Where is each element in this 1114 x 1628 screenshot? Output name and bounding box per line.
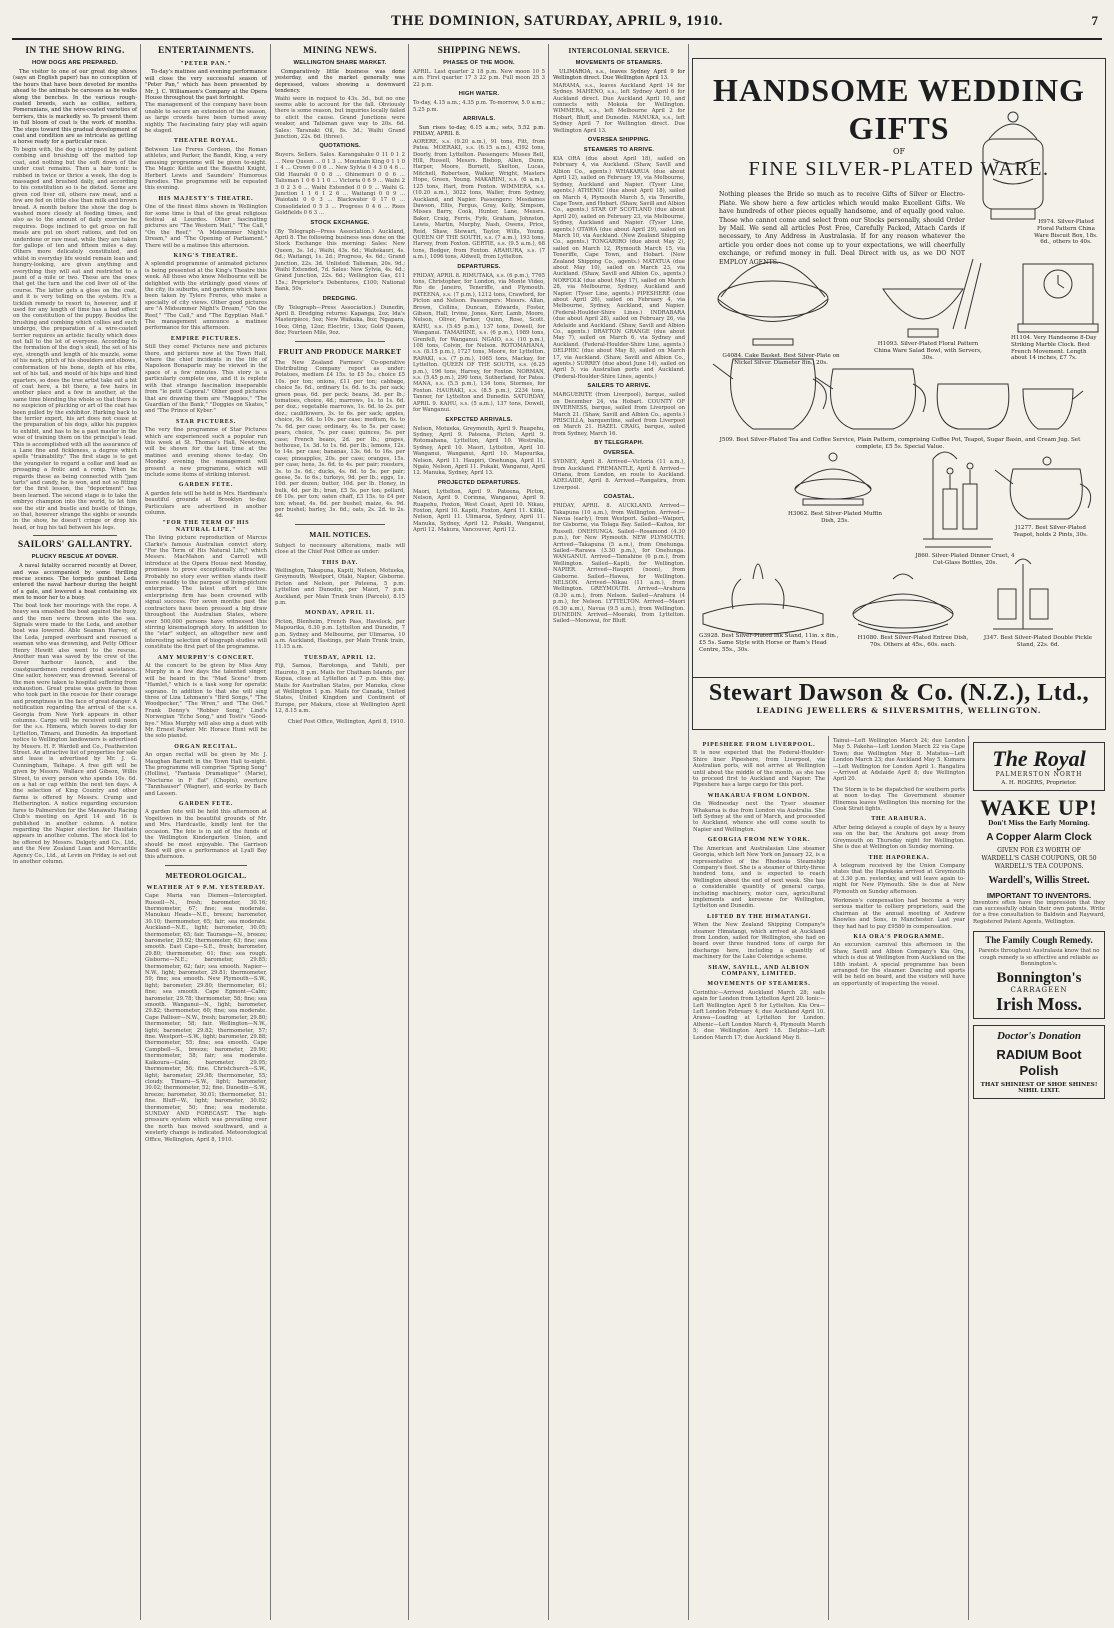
radium-polish-ad [973, 1025, 1105, 1099]
subhead: SHAW, SAVILL, AND ALBION COMPANY, LIMITED. [708, 964, 810, 977]
pickle-stand-icon [993, 559, 1053, 629]
article-text: (By Telegraph—Press Association.) Dunedin, April 8. Dredging returns: Kapanga, 2oz; Ida's Masterpiece, 5oz; New Waikaka, 8oz; Ngapara, 10oz; Olrig, 12oz; Electric, 13oz; Gold Queen, 8oz; Fourteen Mile, 9oz. [275, 304, 405, 337]
article-text: After being delayed a couple of days by a heavy sea on the bar, the Arahura got away from Greymouth on Thursday night for Wellington. She is due at Wellington on Sunday morning. [833, 824, 965, 851]
article-text: The boat took her moorings with the rope. A heavy sea smashed the boat against the buoy, and the men were thrown into the sea. Signals were made to the Leda, and another boat was lowered. Able Seaman Harvey, of the Leda, jumped overboard and rescued a seaman who was drowning, and Petty Officer Henry Hewitt also went to the rescue. Another man was saved by the crew of the Dover harbour launch, and the coastguardsmen rendered great assistance. One sailor, however, was drowned. Several of the men were taken to hospital suffering from exhaustion. Great praise was given to those who took part in the rescue for their courage and promptness in the face of great danger. A notification regarding the arrival of the s.s. Georgia from New York appears in other columns. Cargo will be received until noon for the s.s. Himera, which leaves to-day for Lyttelton, Timaru, and Dunedin. An important notice to Wellington landowners is advertised by Messrs. H. F. Wardell and Co., Featherston Street. An attractive list of properties for sale and lease is advertised by Mr. J. G. Cunningham, Taihape. A free gift will be given by Messrs. Wallace and Gibson, Willis Street, to every person who spends 10s. 6d. on a hat or cap within the next ten days. A fine selection of King Country and other farms is offered by Messrs. Crump and Hetherington. A notice regarding excursion fares to Palmerston for the Manawatu Racing Club's meeting on April 14 and 16 is published in another column. A notice regarding the Napier election for Haultain appears in another column. The stock list to be offered by Messrs. Dalgety and Co., Ltd., and the New Zealand Loan and Mercantile Agency Co., Ltd., at Levin on Friday, is set out in another column. [13, 602, 137, 865]
subhead: DEPARTURES. [457, 263, 501, 270]
doctor-donation: Doctor's Donation [996, 1029, 1082, 1042]
column-rule [408, 44, 409, 1620]
article-lead: ULIMAROA, s.s., leaves Sydney April 9 for Wellington direct. Due Wellington April 13. [553, 69, 685, 82]
subhead: STEAMERS TO ARRIVE. [583, 147, 655, 154]
firm-name: Stewart Dawson & Co. (N.Z.), Ltd., [708, 680, 1090, 706]
hotel-location: PALMERSTON NORTH [995, 771, 1083, 778]
section-heading: INTERCOLONIAL SERVICE. [568, 47, 670, 55]
article-text: To begin with, the dog is stripped by patient combing and brushing off the matted top coat, and nothing but the soft down of the under coat remains. Then a hair tonic is rubbed in twice or thrice a week, the dog is massaged and brushed daily, and according to his constitution so is he dieted. Some are given cod liver oil, others raw meat, and a few are fed on little else than milk and brown bread. A month before the show the dog is washed more closely at feeding times, and also as to the amount of daily exercise he requires. Dogs inclined to get gross on full meals are put on short rations, and fed on underdone or raw meat, while they are taken for gallops of ten and fifteen miles a day. Others more delicately constituted, and whilst in everyday life would remain lean and hungry-looking, are given anything and everything they will eat and restricted to a jaunt of a mile or two. These are the ones that get the turn and the cod liver oil of the course. The latter gets a gloss on the coat, and it is very telling on the system. It's a ticklish remedy to resort to, however, and if used for any length of time has a bad effect on the constitution of the puppy. Besides the brushing and combing which collies and such undergo, the preparation of a wire-coated terrier requires an artistic faculty which does not fall to the lot of everyone. According to the formation of the dog's skull, the set of his eye, strength and length of his muzzle, some of his neck, pitch of his shoulders and elbows, conformation of his bone, depth of his ribs, set of his tail, and mould of his hips and hind quarters, so does the true artist take out a bit of coat here, a bit there, a few hairs in another place and a few in another, at the same time blending the whole so that there is no suspicion of plucking or art of the coat has been pulled by the exhibitor. Harking back to the terrier expert, his art does not cease at the preparation of his dogs, alike his puppies to exhibit, and has to be a past master in the wise of training them on the principal's lead. This is accomplished with all the assurance of a Lane fine and fickleness, a degree which spells "trainability." The first stage is to get the youngster to regard a collar and lead as presaging a frolic and a romp. When he regards these as being connected with "jam tarts" and candy, he is won, and not so fitting for the first lesson, the "deportment" has been learned. The second stage is to take the embryo champion into the world, to let him see the stir and bustle and bustle of things, so that, however strange the sights or sounds in the show, he doesn't cringe or drop his head, or hug his tail between his legs. [13, 146, 137, 531]
moon-phases: APRIL. Last quarter 2 18 p.m. New moon 10 5 a.m. First quarter 17 3 22 p.m. Full moon 25 3 22 p.m. [413, 69, 545, 88]
article-text: The management of the company have been unable to secure an extension of the season, as large crowds have been turned away nightly. The fascinating fairy play will again be staged. [145, 102, 267, 135]
article-lead: The visitor to one of our great dog shows (says an English paper) has no conception of the hours that have been devoted for months ahead to the animals he caresses as he walks along the benches. In the various rough-coated breeds, such as collies, setters, Pomeranians, and the wire-coated varieties of terriers, this is markedly so. To present them in full bloom of coat is the work of months. The steps toward this gradual development of coat and condition are as intricate as getting a horse ready for a particular race. [13, 69, 137, 146]
column-shipping [410, 44, 548, 1620]
subhead: GARDEN FETE. [178, 801, 234, 808]
coupon-offer: GIVEN FOR £3 WORTH OF WARDELL'S CASH COUPONS, OR 50 WARDELL'S TEA COUPONS. [981, 847, 1097, 871]
subhead: GEORGIA FROM NEW YORK. [707, 837, 811, 844]
sailers-list: MARGUERITE (from Liverpool), barque, sailed on December 24, via Hobart. COUNTY OF INVERNESS, barque, sailed from Liverpool on March 21. (Shaw, Savill and Albion Co., agents.) PRISCILLA, barquentine, sailed from Liverpool on March 21. HAZEL CRAIG, barque, sailed from Sydney, March 16. [553, 392, 685, 437]
article-text: MARAMA, s.s., leaves Auckland April 14 for Sydney. MAHENO, s.s., left Sydney April 6 for Auckland direct. Due Auckland April 10, and connects with Mokoia for Wellington. WIMMERA, s.s., left Melbourne April 2 for Hobart, Bluff, and Dunedin. MANUKA, s.s., left Sydney April 7 for Wellington direct. Due Wellington April 13. [553, 82, 685, 134]
subhead: KIA ORA'S PROGRAMME. [853, 933, 945, 940]
article-text: One of the finest films shown in Wellington for some time is that of the great religious festival at Lourdes. Other fascinating pictures are "The Western Mail," "The Call," "On the Reef," "A Midsummer Night's Dream," and "The Opening of Parliament." There will be a matinee this afternoon. [145, 204, 267, 249]
subhead: DREDGING. [322, 295, 358, 302]
departures-list: FRIDAY, APRIL 8. RIMUTAKA, s.s. (6 p.m.), 7765 tons, Christopher, for London, via Monte Video, Rio de Janeiro, Teneriffe, and Plymouth. PATEENA, s.s. (7 p.m.), 1212 tons, Crawford, for Picton and Nelson. Passengers: Messrs. Allan, Brown, Collins, Duncan, Edwards, Foster, Gibson, Hall, Irvine, Jones, Kerr, Lamb, Moore, Nelson, Oliver, Parker, Quinn, Rose, Scott. KAHU, s.s. (5.45 p.m.), 137 tons, Dowell, for Wanganui. TAMAHINE, s.s. (6 p.m.), 1989 tons, Grenfell, for Wanganui. NGAIO, s.s. (10 p.m.), 108 tons, Colvin, for Nelson. ROTOMAHANA, s.s. (8.15 p.m.), 1727 tons, Moore, for Lyttelton. RAPAKI, s.s. (7 p.m.), 1065 tons, Mackay, for Lyttelton. QUEEN OF THE SOUTH, s.s. (6.25 p.m.), 196 tons, Harvey, for Foxton. NORMAN, s.s. (5.45 p.m.), 290 tons, Sutherland, for Patea. MANA, s.s. (5.5 p.m.), 134 tons, Stormes, for Foxton. HAURAKI, s.s. (8.5 p.m.), 2234 tons, Tanner, for Lyttelton and Dunedin. SATURDAY, APRIL 9. KAHU, s.s. (5 a.m.), 137 tons, Dowell, for Wanganui. [413, 272, 545, 414]
subhead: BY TELEGRAPH. [594, 440, 644, 447]
ad-intro: Nothing pleases the Bride so much as to receive Gifts of Silver or Electro-Plate. We show here a few articles which would make Excellent Gifts. We have hundreds of other pieces equally handsome, and of equally good value. Those who cannot come and select from our Stocks personally, should Order by Mail. We send all articles Post Free, Carefully Packed, Attach Cards if necessary, to Any Address in Australasia. If for any reason whatever the article you order does not come up to your expectations, we will cheerfully exchange, or refund money in full. Deal Direct with us, as we DO NOT EMPLOY AGENTS. [719, 191, 965, 266]
expected-arrivals: Nelson, Motueka, Greymouth, April 9. Ruapehu, Sydney, April 9. Pateena, Picton, April 9. Rotomahana, Lyttelton, April 10. Westralia, Sydney, April 10. Maori, Lyttelton, April 10. Wanganui, Wanganui, April 10. Mapourika, Nelson, April 11. Haupiri, Onehunga, April 11. Ngaio, Nelson, April 11. Pukaki, Wanganui, April 12. Manuka, Sydney, April 13. [413, 425, 545, 477]
subhead: THE ARAHURA. [871, 816, 927, 823]
column-rule [688, 44, 689, 1620]
newspaper-title: THE DOMINION, SATURDAY, APRIL 9, 1910. [391, 13, 723, 29]
wedding-gifts-advertisement [692, 58, 1106, 730]
subhead: TUESDAY, APRIL 12. [304, 654, 376, 661]
article-text: The Storm is to be dispatched for southern ports at noon to-day. The Government steamer Hinemoa leaves Wellington this morning for the Cook Strait lights. [833, 786, 965, 813]
teapot-icon [995, 457, 1091, 519]
ad-item-caption: J347. Best Silver-Plated Double Pickle Stand, 22s. 6d. [983, 635, 1093, 648]
inventors-ad [973, 893, 1105, 925]
cake-basket-caption: G4084. Cake Basket. Best Silver-Plate on Nickel Silver. Diameter 8in., 20s. [722, 353, 840, 366]
silverware-illustrations [693, 59, 1106, 679]
subhead: STOCK EXCHANGE. [310, 219, 370, 226]
article-text: Waihi were in request to 43s. 3d., but no one seems able to account for the fall. Obviously there is some reason, but inquiries locally failed to elicit the cause. Grand Junctions were weaker, and Talisman gave way to 20s. 6d. Sales: Taranaki Oil, 8s. 3d.; Waihi Grand Junction, 22s. 6d. (three). [275, 95, 405, 141]
article-subheading: PLUCKY RESCUE AT DOVER. [31, 554, 119, 561]
subhead: AMY MURPHY'S CONCERT. [157, 654, 255, 661]
ad-item-caption: H1104. Very Handsome 8-Day Striking Marble Clock. Best French Movement. Length about 14 inches, £7 7s. [1011, 335, 1097, 362]
divider [295, 341, 385, 342]
article-text: A garden fete will be held this afternoon at Vogeltown in the beautiful grounds of Mr. and Mrs. Hardcastle, kindly lent for the occasion. The fete is in aid of the funds of the Wellington Kindergarten Union, and should be most enjoyable. The Garrison Band will give a performance at Lyall Bay this afternoon. [145, 809, 267, 861]
marble-clock-icon [1018, 264, 1098, 332]
ad-item-caption: J1277. Best Silver-Plated Teapot, holds 2 Pints, 30s. [1013, 525, 1088, 538]
article-lead: Sun rises to-day, 6.15 a.m.; sets, 5.52 p.m. FRIDAY, APRIL 8. [413, 125, 545, 138]
subhead: THIS DAY. [321, 559, 359, 566]
subhead: GARDEN FETE. [178, 482, 234, 489]
subhead: THE HAPOREKA. [868, 854, 930, 861]
wardell-address: Wardell's, Willis Street. [988, 875, 1090, 887]
ad-item-caption: H3062. Best Silver-Plated Muffin Dish, 25s. [788, 511, 882, 524]
section-heading: MINING NEWS. [303, 46, 377, 56]
column-rule [548, 44, 549, 1620]
article-text: At the concert to be given by Miss Amy Murphy in a few days the talented singer, will be heard in the "Mad Scene" from "Hamlet," which is a task song for operatic soprano. In addition to that she will sing three of Liza Lehmann's "Bird Songs," "The Woodpecker," "The Wren," and "The Owl." Frank Denny's "Robber Song," Lind's Norwegian "Echo Song," and Tosti's "Good-bye." Miss Murphy will also sing a duet with Mr. Ernest Parker. Mr. Horace Hunt will be the solo pianist. [145, 662, 267, 740]
ad-item-caption: H1080. Best Silver-Plated Entree Dish, 70s. Others at 45s., 60s. each. [857, 635, 969, 648]
subhead: KING'S THEATRE. [173, 252, 239, 259]
column-show-ring [10, 44, 140, 1620]
salad-bowl-icon [883, 259, 981, 337]
subhead: SAILERS TO ARRIVE. [587, 383, 651, 390]
biscuit-box-icon [983, 112, 1043, 219]
bonnington-ad [973, 931, 1105, 1019]
article-lead: To-day's matinee and evening performance will close the very successful season of "Peter Pan," which has been presented by Mr. J. C. Williamson's Company at the Opera House throughout the past fortnight. [145, 69, 267, 102]
column-intercolonial [550, 44, 688, 1620]
telegraph-list: SYDNEY, April 8. Arrived—Victoria (11 a.m.), from Auckland. FREMANTLE, April 8. Arrived—Oriana, from London, en route to Auckland. ADELAIDE, April 8. Arrived—Rangatira, from Liverpool. [553, 459, 685, 491]
arrivals-list: AORERE, s.s. (9.20 a.m.), 91 tons, Fitt, from Patea. MOERAKI, s.s. (6.15 a.m.), 4392 tons, Doorly, from Lyttelton. Passengers: Misses Bell, Hill, Russell, Messrs. Bishop, Allen, Dunn, Harper, Moore, Burnett, Skelton, Lucas, Mitchell, Robertson, Walker, Wright, Masters Hope, Green, Young. MAKARINI, s.s. (6 a.m.), 125 tons, Hart, from Foxton. WIMMERA, s.s. (10.20 a.m.), 3022 tons, Waller, from Sydney, Auckland, and Napier. Passengers: Mesdames Dawson, Ellis, Fergus, Gray, Kelly, Simpson, Misses Barry, Cook, Hunter, Lane, Messrs. Baker, Craig, Ferris, Fyfe, Graham, Johnston, Lewis, Martin, Murphy, Nash, Owens, Price, Reid, Shaw, Stewart, Taylor, Wills, Young. QUEEN OF THE SOUTH, s.s. (7 a.m.), 193 tons, Harvey, from Foxton. GERTIE, s.s. (9.5 a.m.), 68 tons, Bodger, from Foxton. ARAHURA, s.s. (7 a.m.), 1096 tons, Aldwell, from Lyttelton. [413, 138, 545, 261]
column-lower-ads [970, 738, 1108, 1620]
section-heading: METEOROLOGICAL. [165, 870, 247, 880]
article-text: An organ recital will be given by Mr. J. Maughan Barnett in the Town Hall to-night. The programme will comprise "Spring Song" (Hollins), "Fantasia Dramatique" (Marie), "Nocturne in F flat" (Chopin), overture "Tannhauser" (Wagner), and works by Bach and Lassen. [145, 752, 267, 797]
page-number: 7 [1091, 13, 1098, 28]
subhead: OVERSEA. [603, 450, 635, 457]
steamers-list: KIA ORA (due about April 18), sailed on February 4, via Auckland. (Shaw, Savill and Albion Co., agents.) WHAKARUA (due about April 12), sailed on February 19, via Melbourne, Sydney, Auckland and Napier. (Tyser Line, agents.) ATHENIC (due about April 18), sailed on March 4, Plymouth March 5, via Teneriffe, Cape Town, and Hobart. (Shaw, Savill and Albion Co., agents.) STAR OF SCOTLAND (due about April 20), sailed on February 23, via Melbourne, Sydney, Auckland and Napier. (Tyser Line, agents.) OTAWA (due about April 29), sailed on March 10, via Auckland. (New Zealand Shipping Co., agents.) TONGARIRO (due about May 2), sailed on March 12, Plymouth March 15, via Teneriffe, Cape Town, and Hobart. (New Zealand Shipping Co., agents.) MATATUA (due about May 10), sailed on March 23, via Auckland. (Shaw, Savill and Albion Co., agents.) NORFOLK (due about May 17), sailed on March 28, via Melbourne, Sydney, Auckland and Napier. (Tyser Line, agents.) PIPESHERE (due about April 26), sailed on February 4, via Melbourne, Sydney, Auckland, and Napier. (Federal-Houlder-Shire Lines.) INDRABARA (due about April 28), sailed on February 26, via Adelaide and Auckland. (Shaw, Savill and Albion Co., agents.) DRAYTON GRANGE (due about May 7), sailed on March 6, via Sydney and Auckland. (Federal-Houlder-Shire Line, agents.) DELPHIC (due about May 8), sailed on March 17, via Auckland. (Shaw, Savill and Albion Co., agents.) SURREY (due about June 14), sailed on April 5, via Australian ports and Auckland. (Federal-Houlder-Shire Lines, agents.) [553, 156, 686, 380]
subhead: MOVEMENTS OF STEAMERS. [575, 60, 663, 66]
article-text: Between Les Freres Cordeon, the Roman athletes, and Parker, the Bandit, King, a very amusing programme will be given to-night. The Magic Kettle and the Boastful Knight, Herbert Lewis and Saunders' Humorous Parodies. The programme will be repeated this evening. [145, 146, 267, 192]
column-rule [140, 44, 141, 1620]
section-heading: FRUIT AND PRODUCE MARKET [278, 346, 402, 356]
weather-reports: Cape Maria van Diemen—Intercepted. Russell—N., fresh; barometer, 30.16; thermometer, 67; fine; sea moderate. Manukau Heads—N.E., breeze; barometer, 30.10; thermometer, 65; fair; sea moderate. Auckland—N.E., light; barometer, 30.05; thermometer, 65; fair. Tauranga—N., breeze; barometer, 29.92; thermometer, 63; fine; sea smooth. East Cape—S.E., fresh; barometer, 29.80; thermometer, 61; fine; sea rough. Gisborne—N.E.; barometer, 29.85; thermometer, 62; fair; sea smooth. Napier—N.W., light; barometer, 29.81; thermometer, 59; fine; sea smooth. New Plymouth—S.W., light; barometer, 29.80; thermometer, 61; fine; sea smooth. Cape Egmont—Calm; barometer, 29.78; thermometer, 58; fine; sea smooth. Wanganui—N., light; barometer, 29.82; thermometer, 60; fine; sea moderate. Cape Palliser—N.W., fresh; barometer, 29.80; thermometer, 58; fair. Wellington—N.W., light; barometer, 29.82; thermometer, 57; fine. Westport—S.W., light; barometer, 29.88; thermometer, 55; fine; sea smooth. Cape Campbell—S., breeze; barometer, 29.90; thermometer, 58; fair; sea moderate. Kaikoura—Calm; barometer, 29.95; thermometer, 56; fine. Christchurch—S.W., light; barometer, 29.98; thermometer, 55; cloudy. Timaru—S.W., light; barometer, 30.02; thermometer, 52; fine. Dunedin—S.W., breeze; barometer, 30.01; thermometer, 51; fine. Bluff—W., light; barometer, 30.02; thermometer, 50; fine; sea moderate. SUNDAY AND FORECAST. The high-pressure system which was prevailing over the north has moved southward, and a westerly change is indicated. Meteorological Office, Wellington, April 8, 1910. [145, 893, 267, 1143]
ad-of: OF [892, 147, 906, 156]
masthead [12, 13, 1102, 40]
subhead: WHAKARUA FROM LONDON. [707, 792, 811, 799]
subhead: HIGH WATER. [458, 91, 500, 98]
article-text: Subject to necessary alterations, mails will close at the Chief Post Office as under: [275, 542, 405, 556]
column-rule [270, 44, 271, 1620]
subhead: HIS MAJESTY'S THEATRE. [158, 195, 254, 202]
subhead: QUOTATIONS. [319, 143, 361, 150]
subhead: "FOR THE TERM OF HIS NATURAL LIFE." [162, 520, 250, 533]
article-text: Wellington, Takapuna, Kapiti, Nelson, Motueka, Greymouth, Westport, Otaki, Napier, Gisborne. Picton and Nelson, per Pateena, 5 p.m. Lyttelton and Dunedin, per Maori, 7 p.m. Auckland, per Main Trunk train (Parcels), 8.15 p.m. [275, 568, 405, 607]
article-text: The living picture reproduction of Marcus Clarke's famous Australian convict story, "For the Term of His Natural Life," which Messrs. MacMahon and Carroll will introduce at the Opera House next Monday, promises to prove exceptionally attractive. Probably no story ever written stands itself more readily to the purpose of living-picture enterprise. The latest effort of this enterprising firm has been crowned with signal success. For seven months past the contractors have been pressed a big draw throughout the Australian States, where over 500,000 persons have witnessed this stirring kinematograph story. In addition to the "star" subject, an altogether new and interesting selection of biograph studies will constitute the first part of the programme. [145, 535, 267, 651]
subhead: PROJECTED DEPARTURES. [437, 479, 521, 486]
wake-up-sub: Don't Miss the Early Morning. [988, 819, 1090, 827]
coastal-list: FRIDAY, APRIL 8. AUCKLAND. Arrived—Takapuna (10 a.m.), from Wellington. Arrived—Navua (early), from Westport. Sailed—Waipori, for Gisborne, via Tolaga Bay. Sailed—Kaitoa, for Russell. ONEHUNGA. Sailed—Rosamond (4.30 p.m.), for New Plymouth. NEW PLYMOUTH. Arrived—Takapuna (5 a.m.), from Onehunga. Sailed—Rarawa (3.30 p.m.), for Onehunga. WANGANUI. Arrived—Tamahine (6 p.m.), from Wellington. Sailed—Kapiti, for Wellington. NAPIER. Arrived—Haupiri (noon), from Gisborne. Sailed—Hawea, for Wellington. NELSON. Arrived—Nikau (11 a.m.), from Wellington. GREYMOUTH. Arrived—Arahura (8.30 a.m.), from Nelson. Sailed—Arahura (4 p.m.), for Nelson. LYTTELTON. Arrived—Maori (6.30 a.m.), Navua (9.5 a.m.), from Wellington. DUNEDIN. Arrived—Moeraki, from Lyttelton. Sailed—Monowai, for Bluff. [553, 503, 685, 625]
article-text: (By Telegraph—Press Association.) Auckland, April 8. The following business was done on the Stock Exchange this morning: Sales: New Queen, 3s. 1d.; Waihi, 43s. 6d.; Waitekauri, 4s. 6d.; Waitangi, 1s. 2d.; Progress, 4s. 6d.; Grand Junction, 22s. 3d. Unlisted: Talisman, 20s. 9d.; Waihi Extended, 7d. Sales: New Sylvia, 4s. 4d.; Grand Junction, 22s. 6d.; Wellington Gas, £11 15s.; Proprietor's Debentures, £100; National Bank, 50s. [275, 228, 405, 293]
irish-moss-label: Irish Moss. [995, 993, 1082, 1014]
wardell-ad [973, 795, 1105, 887]
subhead: COASTAL. [603, 494, 635, 501]
hotel-proprietor: A. H. ROGERS, Proprietor. [1001, 780, 1077, 787]
article-text: Tainui—Left Wellington March 24; due London May 5. Pakeha—Left London March 22 via Cape Town; due Wellington May 8. Matatua—Left London March 23; due Auckland May 5. Kumara—Left Wellington for London April 1. Rangatira—Arrived at Adelaide April 8; due Wellington April 20. [833, 738, 965, 783]
article-text: It is now expected that the Federal-Houlder-Shire liner Pipeshere, from Liverpool, via Australian ports, will not arrive at Wellington until about the middle of the month, as she has to proceed first to Auckland and Napier. The Pipeshere has a large cargo for this port. [693, 750, 825, 789]
subhead: MOVEMENTS OF STEAMERS. [707, 981, 811, 988]
ad-headline: HANDSOME WEDDING GIFTS [713, 72, 1085, 146]
inventors-text: Inventors often have the impression that they can successfully obtain their own patents. Write for a free consultation to Baldwin and Rayward, Registered Patent Agents, Wellington. [973, 899, 1105, 925]
radium-motto: NIHIL LIXIT. [1018, 1088, 1060, 1095]
subhead: PIPESHERE FROM LIVERPOOL. [702, 742, 816, 748]
cough-heading: The Family Cough Remedy. [985, 935, 1093, 946]
article-lead: Comparatively little business was done yesterday, and the market generally was depressed, values showing a downward tendency. [275, 69, 405, 95]
muffin-dish-icon [795, 453, 871, 505]
subhead: MONDAY, APRIL 11. [305, 610, 375, 617]
subhead: STAR PICTURES. [175, 418, 237, 425]
ad-item-caption [721, 353, 841, 367]
tea-service-icon [713, 359, 1083, 429]
article-text: On Wednesday next the Tyser steamer Whakarua is due from London via Australia. She left Sydney at the end of March, and proceeded to Auckland, whence she will come south to Napier and Wellington. [693, 801, 825, 833]
ad-item-caption: H974. Silver-Plated Floral Pattern China Ware Biscuit Box, 18s. 6d., others to 40s. [1034, 219, 1098, 246]
cake-basket-icon [718, 262, 828, 345]
radium-tagline: THAT SHINIEST OF SHOE SHINES! [980, 1081, 1098, 1088]
divider [165, 865, 247, 866]
subhead: WELLINGTON SHARE MARKET. [293, 60, 387, 66]
subhead: ORGAN RECITAL. [174, 743, 238, 750]
article-heading: SAILORS' GALLANTRY. [17, 540, 133, 551]
article-text: An excursion carnival this afternoon in the Shaw, Savill and Albion Company's Kia Ora, which is due at Wellington from Auckland on the 18th instant. A special programme has been arranged for the steamer. Dancing and sports will be held on board, and the visitors will have an opportunity of inspecting the vessel. [833, 942, 965, 987]
article-text: A garden fete will be held in Mrs. Hardman's beautiful grounds at Brooklyn to-day. Particulars are advertised in another column. [145, 490, 267, 516]
article-text: When the New Zealand Shipping Company's steamer Himatangi, which arrived at Auckland from London, sailed for Wellington, she had on board over three hundred tons of cargo for discharge here, including a quantity of machinery for the Lake Coleridge scheme. [693, 922, 825, 961]
subhead: "PETER PAN." [180, 61, 232, 67]
divider [295, 524, 385, 525]
article-lead: A naval fatality occurred recently at Dover, and was accompanied by some thrilling rescue scenes. The torpedo gunboat Leda entered the naval harbour during the height of a gale, and lowered a boat containing six men to moor her to a buoy. [13, 563, 137, 602]
column-entertainments [142, 44, 270, 1620]
radium-name: RADIUM Boot Polish [996, 1046, 1082, 1078]
article-text: Picton, Blenheim, French Pass, Havelock, per Mapourika, 6.30 p.m. Lyttelton and Dunedin, 7 p.m. Sydney and Melbourne, per Ulimaroa, 10 a.m. Auckland, Hastings, per Main Trunk train, 11.15 a.m. [275, 618, 405, 651]
wake-up-headline: WAKE UP! [980, 794, 1098, 820]
subhead: EXPECTED ARRIVALS. [445, 416, 513, 423]
section-heading: SHIPPING NEWS. [437, 46, 521, 56]
bonnington-name: Bonnington's [996, 970, 1082, 987]
subhead: THEATRE ROYAL. [173, 138, 239, 145]
article-text: The New Zealand Farmers' Co-operative Distributing Company report as under: Potatoes, medium £4 15s. to £5 5s.; choice £5 10s. per ton; onions, £11 per ton; cabbage, choice 5s. 6d., ordinary 1s. 6d. to 3s. per sack; green peas, 6d. per peck; beans, 3d. per lb.; tomatoes, choice, 4d.; marrows, 1s. to 1s. 6d. per doz.; vegetable marrows, 1s. 6d. to 2s. per doz.; cauliflowers, 3s. to 6s. per sack; apples, choice, 9s. 6d. to 10s. per case; medium, 6s. to 7s. 6d. per case; ordinary, 4s. to 5s. per case; pears, choice, 7s. per case; quinces, 5s. per case; French beans, 2d. per lb.; grapes, hothouse, 1s. 3d. to 1s. 6d. per lb.; lemons, 12s. to 14s. per case; bananas, 13s. 6d. to 16s. per case; pineapples, 20s. per case; oranges, 15s. per case; hens, 3s. 6d. to 4s. per pair; roosters, 3s. to 3s. 6d.; ducks, 4s. 6d. to 5s. per pair; geese, 5s. to 6s.; turkeys, 9d. per lb.; eggs, 1s. 10d. per dozen; butter, 10d. per lb. Honey, in bulk, 4d. per lb.; bran, £5 5s. per ton; pollard, £6 10s. per ton; oaten chaff, £3 15s. to £4 per ton; wheat, 4s. 6d. per bushel; maize, 4s. 9d. per bushel; barley, 3s. 6d.; oats, 2s. 2d. to 2s. 4d. [275, 359, 405, 520]
notice-signature: Chief Post Office, Wellington, April 8, 1910. [287, 718, 405, 725]
ad-subhead: FINE SILVER-PLATED WARE. [748, 158, 1050, 181]
article-text: The very fine programme of Star Pictures which are experienced such a popular run this week at St. Thomas's Hall, Newtown, will be shown for the last time at the matinee and evening shows to-day. On Monday evening the management will present a new programme, which will include some items of striking interest. [145, 427, 267, 478]
column-rule [828, 736, 829, 1620]
article-text: The American and Australasian Line steamer Georgia, which left New York on January 22, is a representative of the Rhodesia Steamship Company's fleet. She is a steamer of thirty-three hundred tons, and is expected to reach Wellington about the end of next week. She has a considerable quantity of general cargo, including machinery, motor cars, agricultural implements and kerosene for Wellington, Lyttelton and Dunedin. [693, 845, 825, 910]
column-lower-a [690, 738, 828, 1620]
column-mining [272, 44, 408, 1620]
column-rule [968, 736, 969, 1620]
article-text: Still they come! Pictures new and pictures there, and pictures now at the Town Hall, where the chief incidents in the life of Napoleon Bonaparte may be viewed in the space of a few minutes. This story is a particularly complete one, and it is replete with that strange fascination inseparable from "le petit Caporal." Other good pictures that are drawing them are "Magpies," "The Guardian of the Bank," "Doggies on Skates," and "The Prince of Kyber." [145, 344, 267, 415]
column-lower-b [830, 738, 968, 1620]
subhead: EMPIRE PICTURES. [170, 335, 242, 342]
alarm-clock-offer: A Copper Alarm Clock [986, 832, 1092, 844]
high-water: To-day, 4.15 a.m.; 4.35 p.m. To-morrow, 5.0 a.m.; 5.25 p.m. [413, 100, 545, 113]
article-text: Workmen's compensation had become a very serious matter to colliery proprietors, said the chairman at the annual meeting of Andrew Knowles and Sons, in Manchester. Last year they had had to pay £9580 in compensation. [833, 897, 965, 930]
carrageen-label: CARRAGEEN [1010, 986, 1068, 995]
article-text: Corinthic—Arrived Auckland March 28; sails again for London from Lyttelton April 20. Ionic—Left Wellington April 5 for Lyttelton. Kia Ora—Left London February 4; due Auckland April 10. Arawa—Loading at Lyttelton for London. Athenic—Left London March 4, Plymouth March 5; due Wellington April 18. Delphic—Left London March 17; due Auckland May 8. [693, 989, 825, 1041]
section-heading: MAIL NOTICES. [309, 529, 371, 539]
section-heading: ENTERTAINMENTS. [157, 46, 255, 56]
ad-item-caption: H1093. Silver-Plated Floral Pattern China Ware Salad Bowl, with Servers, 30s. [874, 341, 982, 361]
divider [33, 535, 117, 536]
ad-item-caption: J509. Best Silver-Plated Tea and Coffee Service, Plain Pattern, comprising Coffee Pot, Teapot, Sugar Basin, and Cream Jug. Set complete, £5 5s. Special Value. [719, 437, 1081, 450]
dinner-cruet-icon [923, 452, 993, 547]
bonnington-text: Parents throughout Australasia know that no cough remedy is so effective and reliable as Bonnington's. [978, 948, 1100, 968]
subhead: PHASES OF THE MOON. [443, 60, 515, 66]
article-heading: IN THE SHOW RING. [25, 46, 125, 56]
subhead: LIFTED BY THE HIMATANGI. [707, 913, 811, 920]
subhead: ARRIVALS. [462, 116, 496, 123]
royal-hotel-ad [973, 742, 1105, 791]
article-text: A telegram received by the Union Company states that the Hapokeka arrived at Greymouth at 3.30 p.m. yesterday, and will leave again to-night for New Plymouth. She is due at New Plymouth on Sunday afternoon. [833, 862, 965, 895]
subhead: OVERSEA SHIPPING. [587, 137, 651, 144]
article-text: A splendid programme of animated pictures is being presented at the King's Theatre this week. All those who know Melbourne will be delighted with the strikingly good views of the city, its suburbs, and gardens which have been taken by Tylers Freres, who make a specialty of city views. Other good pictures are "A Midsummer Night's Dream," "On the Reef," "The Call," and "The Egyptian Mail." The management announce a matinee performance for this afternoon. [145, 261, 267, 332]
article-subheading: HOW DOGS ARE PREPARED. [32, 60, 118, 66]
quotations-table: Buyers. Sellers. Sales. Karangahake 0 11 0 1 2 ... New Queen ... 0 1 3 ... Mountain King 0 1 1 0 1 4 ... Crown 0 0 6 ... New Sylvia 0 4 3 0 4 6 ... Old Hauraki 0 0 8 ... Ohinemuri 0 0 6 ... Talisman 1 0 6 1 1 0 ... Victoria 0 6 9 ... Waihi 2 3 0 2 3 6 ... Waihi Extended 0 0 9 ... Waihi G. Junction 1 1 6 1 2 6 ... Waitangi 0 0 9 ... Waiotahi 0 0 3 ... Blackwater 0 17 0 ... Consolidated 0 5 3 ... Progress 0 4 6 ... Rees Goldfields 0 6 3 ... [275, 152, 405, 217]
firm-tagline: LEADING JEWELLERS & SILVERSMITHS, WELLINGTON. [756, 706, 1042, 715]
inventors-heading: IMPORTANT TO INVENTORS. [986, 891, 1092, 901]
ad-item-caption: G3928. Best Silver-Plated Ink Stand, 11in. x 8in., £5 5s. Same Style with Horse or Ram's Head Centre, 55s., 30s. [699, 633, 839, 653]
subhead: WEATHER AT 9 P.M. YESTERDAY. [146, 884, 266, 891]
entree-dish-icon [853, 574, 953, 633]
ad-footer [693, 677, 1105, 729]
hotel-name: The Royal [992, 746, 1086, 771]
projected-departures: Maori, Lyttelton, April 9. Pateena, Picton, Nelson, April 9. Corinna, Wanganui, April 9. Ruapehu, Foxton, West Coast, April 10. Nikau, Foxton, April 10. Kapiti, Foxton, April 11. Kiliki, Nelson, April 11. Ulimaroa, Sydney, April 11. Manuka, Sydney, April 12. Pukaki, Wanganui, April 12. Makura, Vancouver, April 12. [413, 488, 545, 534]
article-text: Fiji, Samoa, Rarotonga, and Tahiti, per Hauroto, 8 p.m. Mails for Chatham Islands, per Kopua, close at Lyttelton at 7 p.m. this day. Mails for Australian States, per Manuka, close at Wellington 1 p.m. Mails for Canada, United States, United Kingdom and Continent of Europe, per Makura, close at Wellington April 12, 8.15 a.m. [275, 663, 405, 715]
ad-item-caption: J860. Silver-Plated Dinner Cruet, 4 Cut-Glass Bottles, 20s. [915, 553, 1015, 566]
ink-stand-icon [703, 564, 823, 634]
